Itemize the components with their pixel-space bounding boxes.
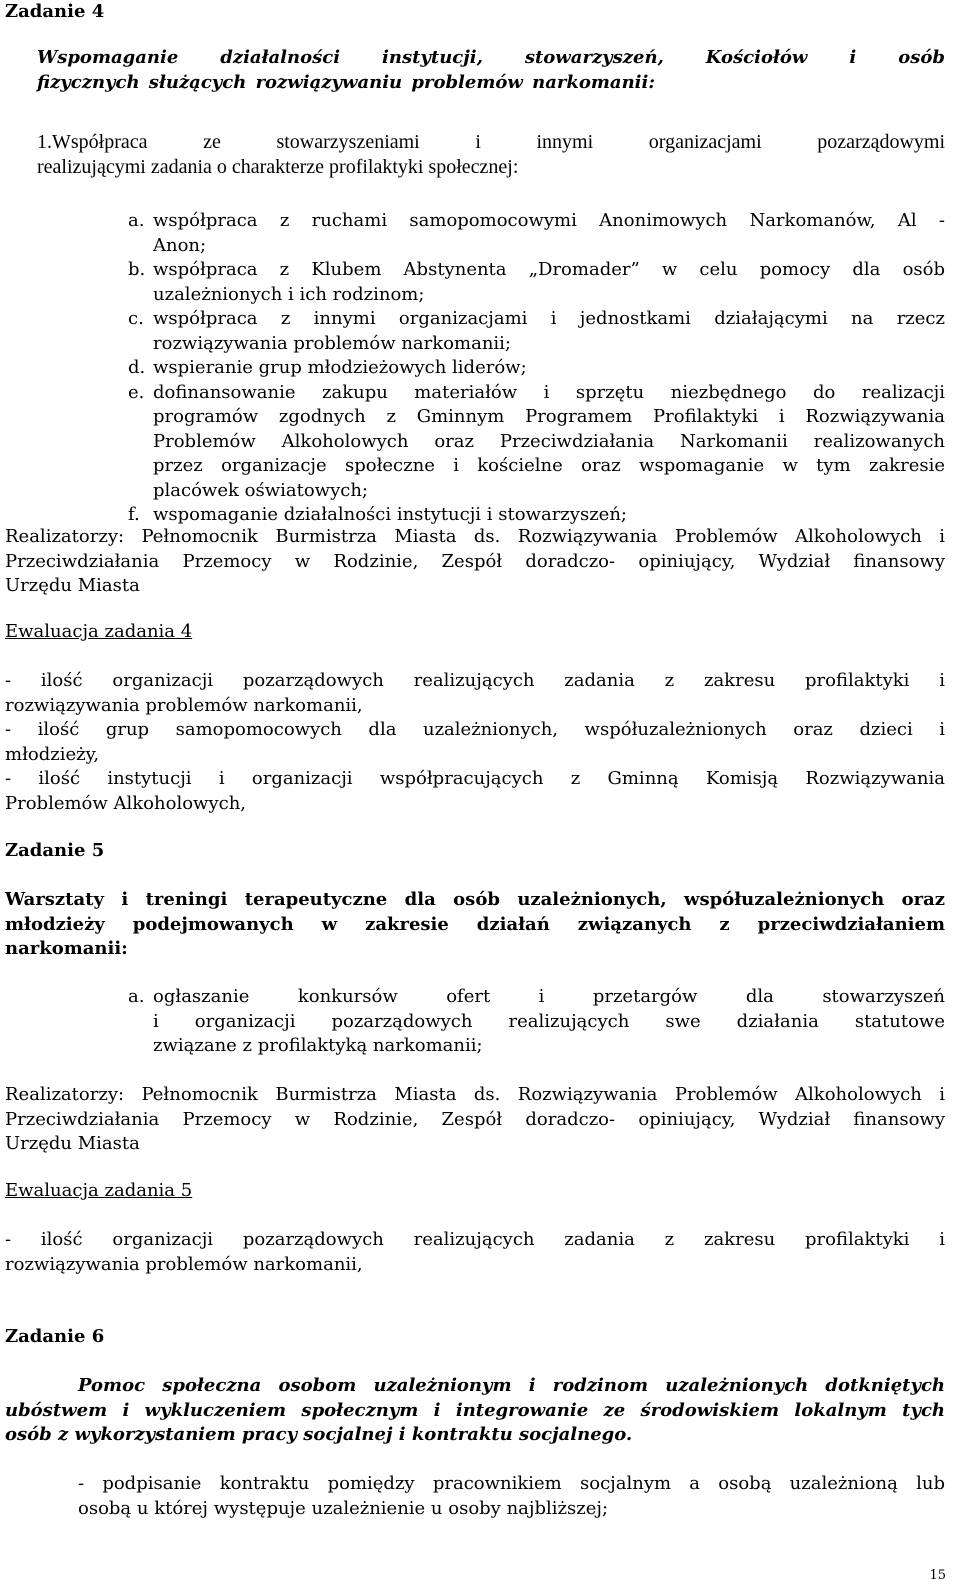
- task4-realizatorzy: [5, 525, 945, 599]
- list-item-text: wspieranie grup młodzieżowych liderów;: [153, 357, 527, 378]
- task4-point1: [37, 130, 945, 179]
- list-item-text: programów zgodnych z Gminnym Programem Profilaktyki i Rozwiązywania: [153, 406, 945, 427]
- task6-item: [78, 1472, 945, 1521]
- task4-evaluation-heading: Ewaluacja zadania 4: [5, 621, 193, 642]
- realizatorzy-line2: Przeciwdziałania Przemocy w Rodzinie, Zespół doradczo- opiniujący, Wydział finansowy: [5, 550, 945, 572]
- task4-title-line2: fizycznych służących rozwiązywaniu problemów narkomanii:: [37, 71, 655, 93]
- task6-item-line1: - podpisanie kontraktu pomiędzy pracownikiem socjalnym a osobą uzależnioną lub: [78, 1473, 945, 1494]
- list-item-text: wspomaganie działalności instytucji i stowarzyszeń;: [153, 504, 627, 525]
- task6-title: [5, 1374, 945, 1448]
- page-number: 15: [929, 1568, 946, 1583]
- list-label: c.: [128, 308, 144, 329]
- task5-title-line3: narkomanii:: [5, 938, 128, 959]
- task5-item-a: [128, 985, 945, 1059]
- task6-heading: Zadanie 6: [5, 1326, 105, 1347]
- list-item-text: uzależnionych i ich rodzinom;: [153, 283, 425, 305]
- task6-title-line3: osób z wykorzystaniem pracy socjalnej i kontraktu socjalnego.: [5, 1424, 633, 1445]
- task5-evaluation: [5, 1228, 945, 1277]
- task5-title-line1: Warsztaty i treningi terapeutyczne dla osób uzależnionych, współuzależnionych oraz: [5, 889, 945, 910]
- list-item-text: Anon;: [153, 234, 207, 256]
- task5-title: [5, 888, 945, 962]
- evaluation-line: - ilość grup samopomocowych dla uzależnionych, współuzależnionych oraz dzieci i: [5, 719, 945, 740]
- task6-item-line2: osobą u której występuje uzależnienie u osoby najbliższej;: [78, 1497, 609, 1519]
- task6-title-line1: Pomoc społeczna osobom uzależnionym i rodzinom uzależnionych dotkniętych: [78, 1375, 945, 1396]
- list-item-text: współpraca z ruchami samopomocowymi Anonimowych Narkomanów, Al -: [153, 210, 945, 231]
- list-item-text: ogłaszanie konkursów ofert i przetargów dla stowarzyszeń: [153, 986, 945, 1007]
- task4-item-e: [128, 381, 945, 504]
- evaluation-line: rozwiązywania problemów narkomanii,: [5, 694, 363, 716]
- list-item-text: dofinansowanie zakupu materiałów i sprzętu niezbędnego do realizacji: [153, 381, 945, 403]
- task4-point1-line2: realizującymi zadania o charakterze profilaktyki społecznej:: [37, 155, 519, 178]
- evaluation-line: młodzieży,: [5, 743, 100, 765]
- list-item-text: związane z profilaktyką narkomanii;: [153, 1035, 483, 1056]
- task5-title-line2: młodzieży podejmowanych w zakresie działań związanych z przeciwdziałaniem: [5, 913, 945, 935]
- task4-title: [37, 46, 945, 95]
- evaluation-line: Problemów Alkoholowych,: [5, 792, 247, 814]
- evaluation-line: - ilość instytucji i organizacji współpracujących z Gminną Komisją Rozwiązywania: [5, 768, 945, 789]
- task4-evaluation: [5, 669, 945, 816]
- list-item-text: współpraca z Klubem Abstynenta „Dromader” w celu pomocy dla osób: [153, 259, 945, 280]
- list-label: d.: [128, 357, 146, 378]
- task5-items: [128, 985, 945, 1059]
- list-label: b.: [128, 259, 146, 280]
- evaluation-line: rozwiązywania problemów narkomanii,: [5, 1253, 363, 1275]
- list-label: f.: [128, 504, 140, 525]
- evaluation-line: - ilość organizacji pozarządowych realizujących zadania z zakresu profilaktyki i: [5, 670, 945, 691]
- task6-title-line2: ubóstwem i wykluczeniem społecznym i integrowanie ze środowiskiem lokalnym tych: [5, 1399, 945, 1421]
- list-item-text: przez organizacje społeczne i kościelne oraz wspomaganie w tym zakresie: [153, 455, 945, 476]
- task4-item-f: [128, 503, 945, 528]
- task4-item-c: [128, 307, 945, 356]
- task4-heading: Zadanie 4: [5, 1, 105, 22]
- task4-item-d: [128, 356, 945, 381]
- realizatorzy-line3: Urzędu Miasta: [5, 575, 140, 596]
- list-label: e.: [128, 381, 145, 403]
- task4-point1-line1: 1.Współpraca ze stowarzyszeniami i innymi organizacjami pozarządowymi: [37, 131, 945, 153]
- task5-evaluation-heading: Ewaluacja zadania 5: [5, 1180, 193, 1201]
- realizatorzy-line1: Realizatorzy: Pełnomocnik Burmistrza Miasta ds. Rozwiązywania Problemów Alkoholowych i: [5, 1084, 945, 1105]
- task4-title-line1: Wspomaganie działalności instytucji, stowarzyszeń, Kościołów i osób: [37, 47, 945, 68]
- list-item-text: rozwiązywania problemów narkomanii;: [153, 332, 511, 354]
- realizatorzy-line3: Urzędu Miasta: [5, 1133, 140, 1154]
- task5-heading: Zadanie 5: [5, 840, 105, 861]
- list-label: a.: [128, 210, 145, 231]
- task4-item-b: [128, 258, 945, 307]
- task4-item-a: [128, 209, 945, 258]
- task4-items: [128, 209, 945, 528]
- list-item-text: współpraca z innymi organizacjami i jednostkami działającymi na rzecz: [153, 308, 945, 329]
- task5-realizatorzy: [5, 1083, 945, 1157]
- realizatorzy-line2: Przeciwdziałania Przemocy w Rodzinie, Zespół doradczo- opiniujący, Wydział finansowy: [5, 1108, 945, 1130]
- list-item-text: placówek oświatowych;: [153, 479, 368, 501]
- list-item-text: Problemów Alkoholowych oraz Przeciwdziałania Narkomanii realizowanych: [153, 430, 945, 452]
- realizatorzy-line1: Realizatorzy: Pełnomocnik Burmistrza Miasta ds. Rozwiązywania Problemów Alkoholowych i: [5, 526, 945, 547]
- evaluation-line: - ilość organizacji pozarządowych realizujących zadania z zakresu profilaktyki i: [5, 1229, 945, 1250]
- list-item-text: i organizacji pozarządowych realizujących swe działania statutowe: [153, 1010, 945, 1032]
- list-label: a.: [128, 986, 145, 1007]
